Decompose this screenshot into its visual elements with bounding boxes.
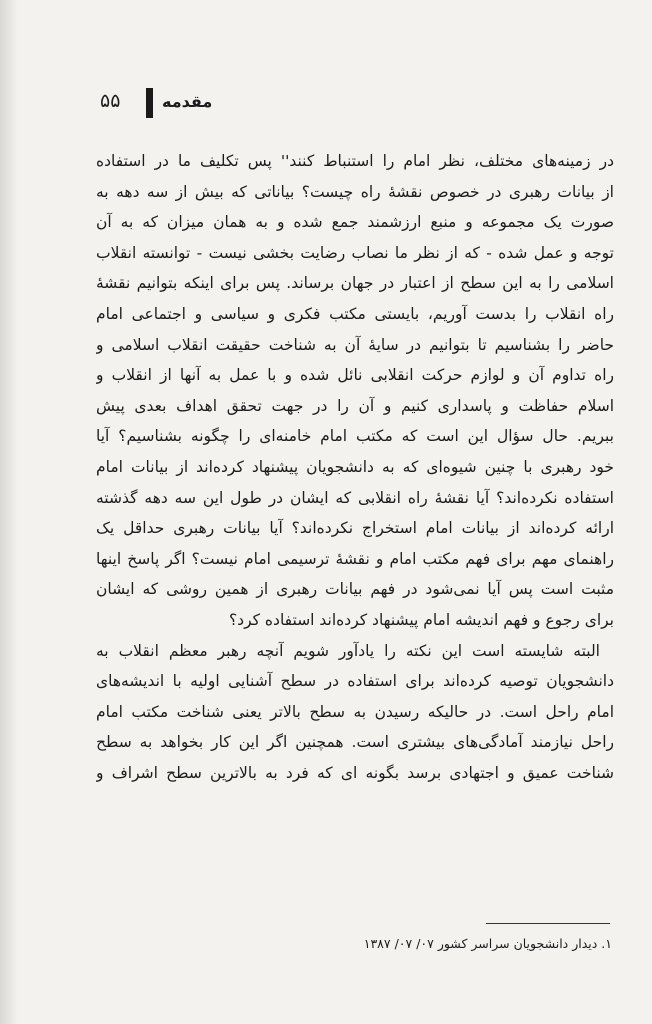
page-edge-shadow — [0, 0, 18, 1024]
text-line: راه انقلاب را بدست آوریم، بایستی مکتب فکری و سیاسی و اجتماعی امام — [96, 304, 614, 323]
text-line: شناخت عمیق و اجتهادی برسد بگونه ای که فرد به بالاترین سطح اشراف و — [96, 763, 614, 782]
paragraph-1 — [96, 146, 614, 636]
text-line: راه تداوم آن و لوازم حرکت انقلابی نائل شده و با عمل به آنها از انقلاب و — [96, 366, 614, 385]
text-line: راهنمای مهم برای فهم مکتب امام و نقشهٔ ترسیمی امام نیست؟ اگر پاسخ اینها — [96, 549, 614, 568]
text-line: امام راحل است. در حالیکه رسیدن به سطح بالاتر یعنی شناخت مکتب امام — [96, 702, 614, 721]
text-line: خود رهبری با چنین شیوه‌ای که به دانشجویان پیشنهاد کرده‌اند از بیانات امام — [96, 457, 614, 476]
text-line: در زمینه‌های مختلف، نظر امام را استنباط کنند'' پس تکلیف ما در استفاده — [96, 152, 614, 170]
text-line: صورت یک مجموعه و منبع ارزشمند جمع شده و به همان میزان که به آن — [96, 213, 614, 232]
text-line: دانشجویان توصیه کرده‌اند برای استفاده در سطح آشنایی اولیه با اندیشه‌های — [96, 672, 614, 691]
footnote-divider — [486, 923, 610, 924]
paragraph-2 — [96, 636, 614, 789]
text-line: از بیانات رهبری در خصوص نقشهٔ راه چیست؟ بیاناتی که بیش از سه دهه به — [96, 182, 614, 201]
text-line: البته شایسته است این نکته را یادآور شویم آنچه رهبر معظم انقلاب به — [96, 641, 600, 660]
header-divider-bar — [146, 88, 153, 118]
text-line: ارائه کرده‌اند از بیانات امام استخراج نکرده‌اند؟ آیا بیانات رهبری حداقل یک — [96, 519, 614, 538]
footnote: ۱. دیدار دانشجویان سراسر کشور ۰۷/ ۰۷/ ۱۳۸۷ — [363, 936, 612, 951]
text-line: توجه و عمل شده - که از نظر ما نصاب رضایت بخشی نیست - توانسته انقلاب — [96, 243, 614, 262]
text-line: حاضر را بشناسیم تا بتوانیم در سایهٔ آن به شناخت حقیقت انقلاب اسلامی و — [96, 335, 614, 354]
text-line: برای رجوع و فهم اندیشه امام پیشنهاد کرده‌اند استفاده کرد؟ — [228, 610, 614, 629]
running-head-title: مقدمه — [162, 92, 213, 111]
page-header — [0, 88, 652, 122]
text-line: اسلام حفاظت و پاسداری کنیم و آن را در جهت تحقق اهداف بعدی پیش — [96, 396, 614, 415]
text-line: استفاده نکرده‌اند؟ آیا نقشهٔ راه انقلابی که ایشان در طول این سه دهه گذشته — [96, 488, 614, 507]
text-line: اسلامی را به این سطح از اعتبار در جهان برساند. پس برای اینکه بتوانیم نقشهٔ — [96, 274, 614, 293]
main-text — [96, 146, 614, 788]
text-line: ببریم. حال سؤال این است که مکتب امام خامنه‌ای را چگونه بشناسیم؟ آیا — [96, 427, 614, 446]
text-line: مثبت است پس آیا نمی‌شود در فهم بیانات رهبری از همین روشی که ایشان — [96, 580, 614, 599]
page-number: ۵۵ — [100, 90, 121, 112]
text-line: راحل نیازمند آمادگی‌های بیشتری است. همچنین اگر این کار بخواهد به سطح — [96, 733, 614, 752]
